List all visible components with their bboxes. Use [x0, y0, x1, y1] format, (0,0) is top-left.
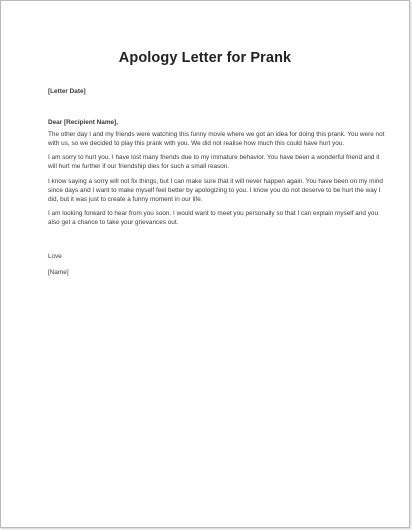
paragraph-3: I know saying a sorry will not fix things, but I can make sure that it will never happen again. You have been on my mind since days and I want to make myself feel better by apologizing to you. I know you do not deserve to be hurt the way I did, but it was just to create a funny moment in our life. — [48, 177, 383, 203]
letter-body — [48, 87, 388, 277]
signature: [Name] — [48, 269, 69, 277]
paragraph-2: I am sorry to hurt you. I have lost many friends due to my immature behavior. You have been a wonderful friend and it will hurt me further if our friendship dies for such a small reason. — [48, 154, 380, 171]
salutation: Dear [Recipient Name], — [48, 119, 118, 127]
document-title: Apology Letter for Prank — [118, 50, 292, 66]
paragraph-1: The other day I and my friends were watching this funny movie where we got an idea for doing this prank. You were not with us, so we decided to play this prank with you. We did not realise how much this could have hurt you. — [48, 131, 385, 148]
paragraph-4: I am looking forward to hear from you soon. I would want to meet you personally so that I can explain myself and you also get a chance to take your grievances out. — [48, 209, 379, 226]
closing: Love — [48, 253, 62, 261]
letter-date: [Letter Date] — [48, 88, 86, 95]
